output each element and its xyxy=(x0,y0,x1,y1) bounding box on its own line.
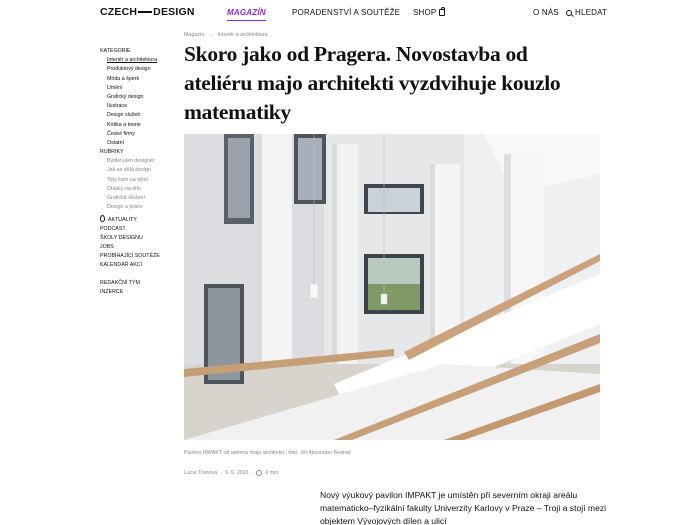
sidebar-spacer xyxy=(100,271,180,279)
shopping-bag-icon xyxy=(439,9,445,16)
sidebar-item-ostatni[interactable]: Ostatní xyxy=(107,139,125,146)
sidebar-item-moda[interactable]: Móda a šperk xyxy=(107,75,140,82)
nav-o-nas[interactable]: O NÁS xyxy=(533,8,559,17)
sidebar-item-produktovy[interactable]: Produktový design xyxy=(107,66,151,73)
sidebar-rubric-tipy[interactable]: Tipy kam na výlet xyxy=(107,176,149,183)
nav-magazin[interactable]: MAGAZÍN xyxy=(227,8,266,21)
sidebar-item-ceske-firmy[interactable]: České firmy xyxy=(107,130,135,137)
sidebar-rubric-bydlet[interactable]: Bydlet jako designér xyxy=(107,158,155,165)
logo-bar xyxy=(138,11,152,12)
sidebar-item-kritika[interactable]: Kritika a teorie xyxy=(107,121,141,128)
sidebar-item-design-sluzeb[interactable]: Design služeb xyxy=(107,112,141,119)
sidebar-item-skoly[interactable]: ŠKOLY DESIGNU xyxy=(100,234,143,241)
publish-date: 9. 9. 2021 xyxy=(225,470,249,476)
nav-hledat-label: HLEDAT xyxy=(575,8,608,17)
site-header xyxy=(0,0,700,26)
article-photo xyxy=(184,134,600,440)
sidebar-item-souteze[interactable]: PROBÍHAJÍCÍ SOUTĚŽE xyxy=(100,253,160,260)
sidebar-heading-rubriky[interactable]: RUBRIKY xyxy=(100,149,124,156)
breadcrumb-category[interactable]: Interiér a architektura xyxy=(217,32,268,38)
site-logo[interactable] xyxy=(100,6,195,18)
nav-poradenstvi[interactable]: PORADENSTVÍ A SOUTĚŽE xyxy=(292,8,401,17)
byline-separator: · xyxy=(220,470,223,476)
sidebar-rubric-jak-se-dela[interactable]: Jak se dělá design xyxy=(107,167,151,174)
sidebar-item-kalendar[interactable]: KALENDÁŘ AKCÍ xyxy=(100,262,143,269)
sidebar-heading-kategorie[interactable]: KATEGORIE xyxy=(100,48,131,54)
article-byline xyxy=(184,470,280,476)
sidebar-item-interier[interactable]: Interiér a architektura xyxy=(107,57,158,64)
nav-hledat[interactable] xyxy=(566,8,607,17)
breadcrumb-root[interactable]: Magazín xyxy=(184,32,205,38)
read-time: 6 min. xyxy=(265,470,280,476)
nav-shop[interactable] xyxy=(413,8,445,17)
sidebar-item-jobs[interactable]: JOBS xyxy=(100,243,114,250)
sidebar xyxy=(100,47,180,297)
sidebar-item-umeni[interactable]: Umění xyxy=(107,84,123,91)
sidebar-item-aktuality[interactable] xyxy=(100,215,180,224)
sidebar-item-graficky[interactable]: Grafický design xyxy=(107,93,144,100)
photo-interior-staircase-icon xyxy=(184,134,600,440)
logo-right: DESIGN xyxy=(153,6,195,18)
sidebar-item-ilustrace[interactable]: Ilustrace xyxy=(107,103,128,110)
clock-icon xyxy=(256,470,262,476)
sidebar-item-podcast[interactable]: PODCAST xyxy=(100,225,126,232)
fire-icon xyxy=(100,215,105,222)
sidebar-rubric-pravo[interactable]: Design a právo xyxy=(107,204,143,211)
author-link[interactable]: Lucie Tranová xyxy=(184,470,218,476)
logo-left: CZECH xyxy=(100,6,138,18)
sidebar-rubric-graficka[interactable]: Grafická složení xyxy=(107,195,145,201)
byline-separator: · xyxy=(251,470,254,476)
nav-shop-label: SHOP xyxy=(413,8,437,17)
breadcrumb-separator: → xyxy=(208,32,214,38)
sidebar-item-redakcni-tym[interactable]: REDAKČNÍ TÝM xyxy=(100,279,140,286)
photo-caption: Pavilon IMPAKT od ateliéru majo architekti | foto: Jiří Alexander Bednář xyxy=(184,450,351,456)
article-lead: Nový výukový pavilon IMPAKT je umístěn při severním okraji areálu matematicko–fyzikální fakulty Univerzity Karlovy v Praze – Troji a stojí mezi objektem Vývojových dílen a ulicí xyxy=(320,490,607,525)
sidebar-rubric-otazky[interactable]: Otázky na tělo xyxy=(107,185,141,192)
search-icon xyxy=(566,10,572,16)
sidebar-aktuality-label: AKTUALITY xyxy=(108,217,137,224)
article-title: Skoro jako od Pragera. Novostavba od ateliéru majo architekti vyzdvihuje kouzlo matematiky xyxy=(184,42,561,124)
breadcrumb xyxy=(184,32,268,38)
sidebar-item-inzerce[interactable]: INZERCE xyxy=(100,288,124,295)
